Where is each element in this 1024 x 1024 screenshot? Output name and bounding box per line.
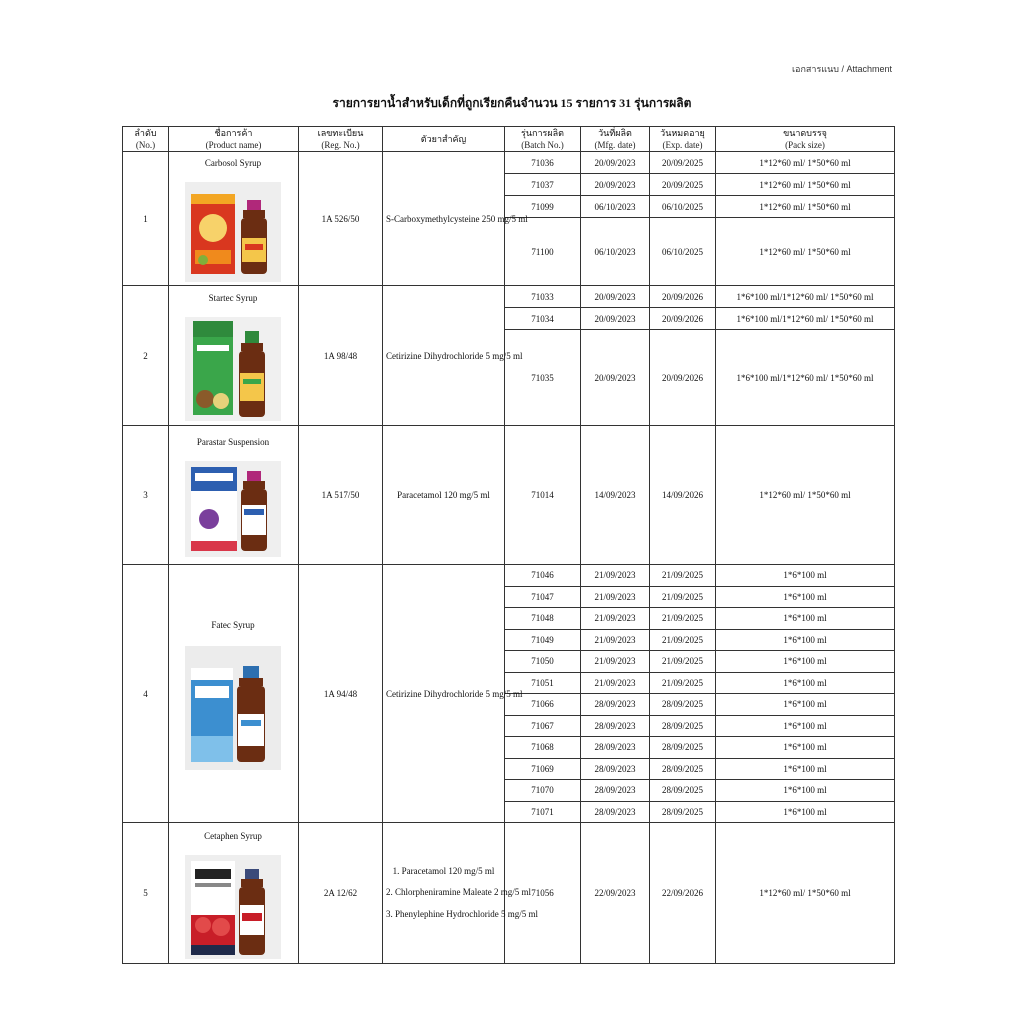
pack-size: 1*6*100 ml (716, 565, 895, 587)
pack-size: 1*12*60 ml/ 1*50*60 ml (716, 823, 895, 964)
recall-table (122, 126, 895, 964)
header-exp: วันหมดอายุ (Exp. date) (650, 127, 716, 152)
exp-date: 21/09/2025 (650, 629, 716, 651)
batch-no: 71069 (505, 758, 581, 780)
header-mfg: วันที่ผลิต (Mfg. date) (581, 127, 650, 152)
table-row (123, 426, 895, 565)
exp-date: 28/09/2025 (650, 801, 716, 823)
pack-size: 1*6*100 ml (716, 801, 895, 823)
table-row (123, 286, 895, 308)
header-row (123, 127, 895, 152)
exp-date: 14/09/2026 (650, 426, 716, 565)
batch-no: 71068 (505, 737, 581, 759)
mfg-date: 22/09/2023 (581, 823, 650, 964)
row-number: 5 (123, 823, 169, 964)
mfg-date: 20/09/2023 (581, 330, 650, 426)
exp-date: 22/09/2026 (650, 823, 716, 964)
batch-no: 71034 (505, 308, 581, 330)
exp-date: 21/09/2025 (650, 608, 716, 630)
batch-no: 71036 (505, 152, 581, 174)
row-number: 2 (123, 286, 169, 426)
exp-date: 28/09/2025 (650, 694, 716, 716)
ingredient-line: 2. Chlorpheniramine Maleate 2 mg/5 ml (386, 887, 531, 898)
batch-no: 71046 (505, 565, 581, 587)
mfg-date: 28/09/2023 (581, 801, 650, 823)
product-name: Parastar Suspension (196, 436, 270, 447)
ingredient-line: 3. Phenylephine Hydrochloride 5 mg/5 ml (386, 908, 538, 919)
pack-size: 1*6*100 ml (716, 651, 895, 673)
batch-no: 71014 (505, 426, 581, 565)
batch-no: 71048 (505, 608, 581, 630)
pack-size: 1*6*100 ml (716, 715, 895, 737)
pack-size: 1*6*100 ml (716, 608, 895, 630)
batch-no: 71099 (505, 196, 581, 218)
product-name: Cetaphen Syrup (204, 830, 262, 841)
batch-no: 71070 (505, 780, 581, 802)
table-row (123, 823, 895, 964)
pack-size: 1*6*100 ml (716, 780, 895, 802)
exp-date: 21/09/2025 (650, 651, 716, 673)
batch-no: 71050 (505, 651, 581, 673)
batch-no: 71100 (505, 218, 581, 286)
header-pack: ขนาดบรรจุ (Pack size) (716, 127, 895, 152)
exp-date: 20/09/2025 (650, 174, 716, 196)
cetaphen-product-photo (185, 855, 295, 959)
header-product: ชื่อการค้า (Product name) (169, 127, 299, 152)
mfg-date: 20/09/2023 (581, 152, 650, 174)
exp-date: 06/10/2025 (650, 196, 716, 218)
batch-no: 71051 (505, 672, 581, 694)
pack-size: 1*6*100 ml (716, 758, 895, 780)
mfg-date: 28/09/2023 (581, 758, 650, 780)
header-ingredient: ตัวยาสำคัญ (383, 127, 505, 152)
parastar-product-photo (185, 461, 295, 557)
mfg-date: 06/10/2023 (581, 218, 650, 286)
exp-date: 20/09/2026 (650, 308, 716, 330)
reg-number: 1A 98/48 (299, 286, 383, 426)
mfg-date: 21/09/2023 (581, 629, 650, 651)
batch-no: 71067 (505, 715, 581, 737)
exp-date: 20/09/2026 (650, 286, 716, 308)
ingredient-line: 1. Paracetamol 120 mg/5 ml (392, 865, 495, 876)
exp-date: 21/09/2025 (650, 672, 716, 694)
product-name-cell (169, 823, 299, 964)
product-name-cell (169, 152, 299, 286)
pack-size: 1*6*100 ml (716, 629, 895, 651)
header-batch: รุ่นการผลิต (Batch No.) (505, 127, 581, 152)
batch-no: 71037 (505, 174, 581, 196)
pack-size: 1*6*100 ml (716, 737, 895, 759)
row-number: 4 (123, 565, 169, 823)
active-ingredient: Cetirizine Dihydrochloride 5 mg/5 ml (383, 286, 505, 426)
mfg-date: 21/09/2023 (581, 608, 650, 630)
exp-date: 28/09/2025 (650, 715, 716, 737)
active-ingredient: Paracetamol 120 mg/5 ml (383, 426, 505, 565)
pack-size: 1*6*100 ml (716, 672, 895, 694)
mfg-date: 20/09/2023 (581, 286, 650, 308)
mfg-date: 21/09/2023 (581, 565, 650, 587)
exp-date: 28/09/2025 (650, 780, 716, 802)
mfg-date: 28/09/2023 (581, 737, 650, 759)
mfg-date: 28/09/2023 (581, 715, 650, 737)
startec-product-photo (185, 317, 295, 421)
product-name-cell (169, 565, 299, 823)
pack-size: 1*12*60 ml/ 1*50*60 ml (716, 196, 895, 218)
pack-size: 1*6*100 ml/1*12*60 ml/ 1*50*60 ml (716, 330, 895, 426)
mfg-date: 28/09/2023 (581, 694, 650, 716)
batch-no: 71066 (505, 694, 581, 716)
batch-no: 71047 (505, 586, 581, 608)
exp-date: 21/09/2025 (650, 565, 716, 587)
pack-size: 1*6*100 ml/1*12*60 ml/ 1*50*60 ml (716, 286, 895, 308)
product-name-cell (169, 426, 299, 565)
active-ingredient: S-Carboxymethylcysteine 250 mg/5 ml (383, 152, 505, 286)
fatec-product-photo (185, 646, 295, 770)
batch-no: 71033 (505, 286, 581, 308)
product-name: Startec Syrup (208, 293, 258, 303)
pack-size: 1*12*60 ml/ 1*50*60 ml (716, 218, 895, 286)
mfg-date: 21/09/2023 (581, 651, 650, 673)
exp-date: 20/09/2025 (650, 152, 716, 174)
row-number: 3 (123, 426, 169, 565)
exp-date: 28/09/2025 (650, 758, 716, 780)
pack-size: 1*12*60 ml/ 1*50*60 ml (716, 152, 895, 174)
mfg-date: 06/10/2023 (581, 196, 650, 218)
batch-no: 71035 (505, 330, 581, 426)
mfg-date: 28/09/2023 (581, 780, 650, 802)
batch-no: 71056 (505, 823, 581, 964)
mfg-date: 20/09/2023 (581, 174, 650, 196)
exp-date: 20/09/2026 (650, 330, 716, 426)
document-title: รายการยาน้ำสำหรับเด็กที่ถูกเรียกคืนจำนวน 15 รายการ 31 รุ่นการผลิต (332, 96, 692, 110)
table-row (123, 152, 895, 174)
product-name: Fatec Syrup (211, 620, 255, 630)
attachment-label: เอกสารแนบ / Attachment (791, 64, 892, 74)
exp-date: 21/09/2025 (650, 586, 716, 608)
reg-number: 2A 12/62 (299, 823, 383, 964)
reg-number: 1A 526/50 (299, 152, 383, 286)
active-ingredient: Cetirizine Dihydrochloride 5 mg/5 ml (383, 565, 505, 823)
row-number: 1 (123, 152, 169, 286)
product-name-cell (169, 286, 299, 426)
reg-number: 1A 517/50 (299, 426, 383, 565)
mfg-date: 14/09/2023 (581, 426, 650, 565)
pack-size: 1*12*60 ml/ 1*50*60 ml (716, 426, 895, 565)
reg-number: 1A 94/48 (299, 565, 383, 823)
batch-no: 71049 (505, 629, 581, 651)
active-ingredients (383, 823, 538, 964)
carbosol-product-photo (185, 182, 295, 282)
product-name: Carbosol Syrup (204, 158, 262, 168)
mfg-date: 21/09/2023 (581, 586, 650, 608)
pack-size: 1*6*100 ml/1*12*60 ml/ 1*50*60 ml (716, 308, 895, 330)
table-row (123, 565, 895, 587)
mfg-date: 20/09/2023 (581, 308, 650, 330)
header-no: ลำดับ (No.) (123, 127, 169, 152)
mfg-date: 21/09/2023 (581, 672, 650, 694)
exp-date: 06/10/2025 (650, 218, 716, 286)
pack-size: 1*6*100 ml (716, 586, 895, 608)
pack-size: 1*12*60 ml/ 1*50*60 ml (716, 174, 895, 196)
exp-date: 28/09/2025 (650, 737, 716, 759)
batch-no: 71071 (505, 801, 581, 823)
pack-size: 1*6*100 ml (716, 694, 895, 716)
header-reg: เลขทะเบียน (Reg. No.) (299, 127, 383, 152)
